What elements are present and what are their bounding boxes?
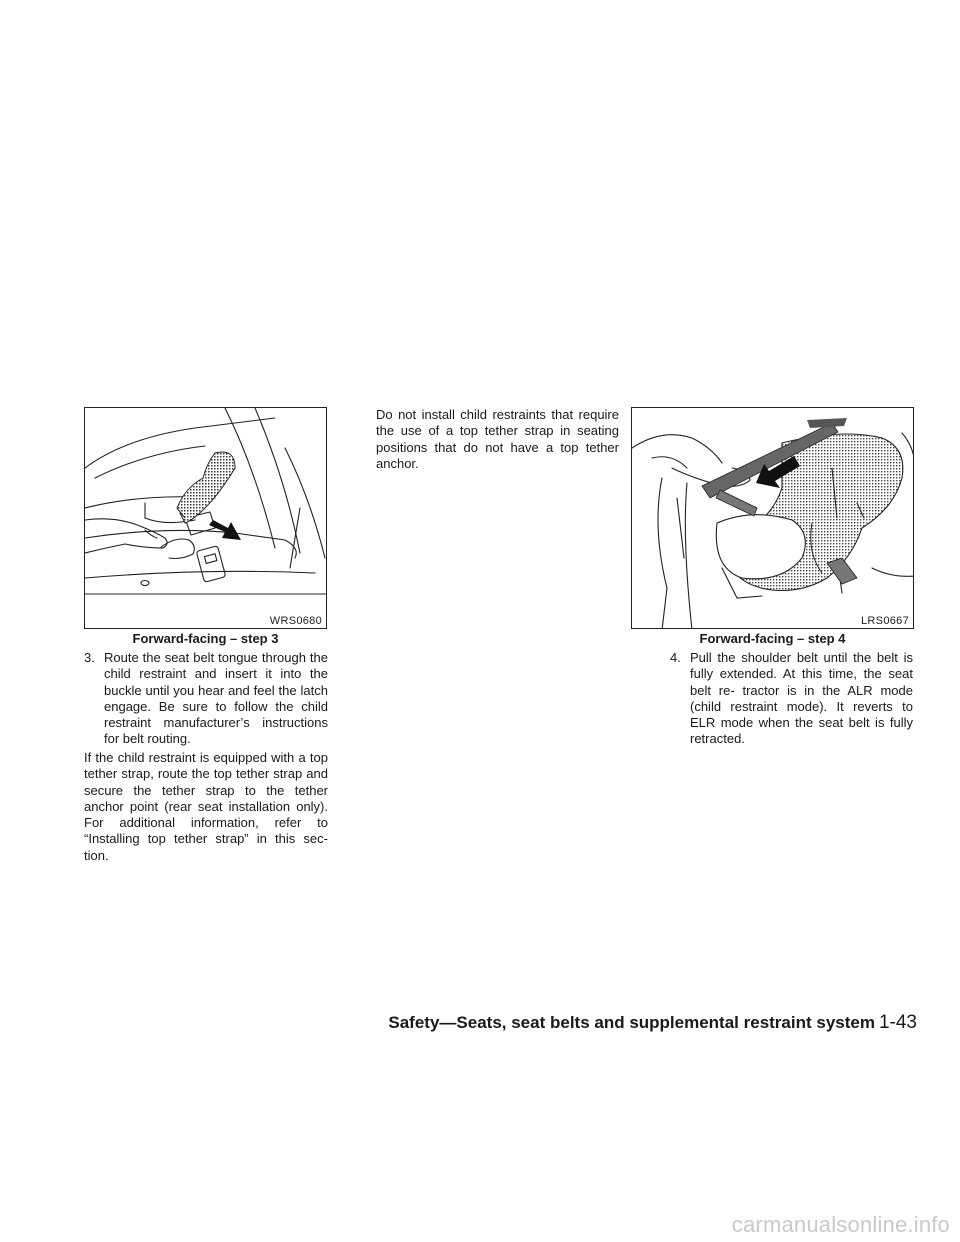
step-3-followup: If the child restraint is equipped with a top tether strap, route the top tether strap and secure the tether strap to the tether anchor point (rear seat installation only). For additional information, refer to “Installing top tether strap” in this sec- tion. xyxy=(84,750,328,863)
step-3 xyxy=(84,650,328,748)
step-number: 4. xyxy=(670,650,681,665)
figure-code: WRS0680 xyxy=(269,615,322,627)
step-text: Pull the shoulder belt until the belt is fully extended. At this time, the seat belt re- tractor is in the ALR mode (child restraint mode). It reverts to ELR mode when the seat belt is fully retracted. xyxy=(690,650,913,747)
figure-forward-facing-step-4 xyxy=(631,407,914,629)
seat-belt-buckle-illustration xyxy=(85,408,327,629)
figure-forward-facing-step-3 xyxy=(84,407,327,629)
top-tether-note: Do not install child restraints that require the use of a top tether strap in seating positions that do not have a top tether anchor. xyxy=(376,407,619,471)
page-number: 1-43 xyxy=(878,1012,917,1033)
step-number: 3. xyxy=(84,650,95,665)
figure-code: LRS0667 xyxy=(861,615,909,627)
section-title: Safety—Seats, seat belts and supplemental restraint system xyxy=(388,1013,875,1032)
page-footer xyxy=(0,1012,917,1034)
step-4 xyxy=(670,650,913,748)
step-text: Route the seat belt tongue through the child restraint and insert it into the buckle until you hear and feel the latch engage. Be sure to follow the child restraint manufacturer’s instructions for belt routing. xyxy=(104,650,328,747)
figure-caption: Forward-facing – step 3 xyxy=(132,631,279,646)
figure-caption: Forward-facing – step 4 xyxy=(699,631,846,646)
watermark: carmanualsonline.info xyxy=(731,1212,950,1237)
shoulder-belt-illustration xyxy=(632,408,914,629)
